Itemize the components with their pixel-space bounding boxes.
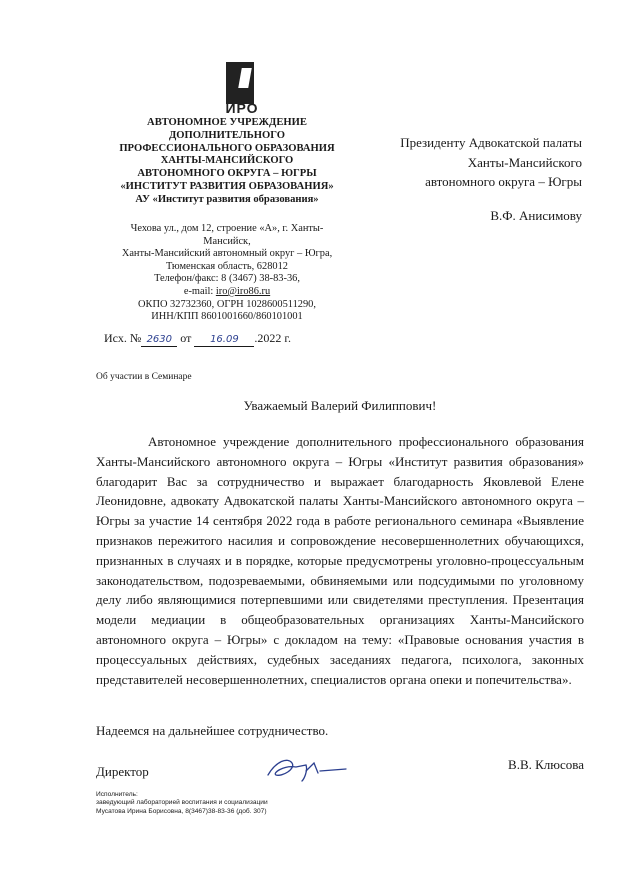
recipient-line: Ханты-Мансийского <box>467 154 582 170</box>
org-line: АВТОНОМНОЕ УЧРЕЖДЕНИЕ <box>147 117 307 128</box>
org-line: ПРОФЕССИОНАЛЬНОГО ОБРАЗОВАНИЯ <box>119 142 335 154</box>
recipient-name: В.Ф. Анисимову <box>490 208 582 223</box>
closing-line: Надеемся на дальнейшее сотрудничество. <box>96 723 329 738</box>
letter-body <box>96 432 584 689</box>
logo-text: ИРО <box>225 100 259 116</box>
okpo-line: ОКПО 32732360, ОГРН 1028600511290, <box>138 298 316 310</box>
signatory-role: Директор <box>96 764 149 779</box>
recipient-line: автономного округа – Югры <box>425 174 582 189</box>
handwritten-signature <box>262 751 348 787</box>
outgoing-number: Исх. № 2630 от 16.09 .2022 г. <box>104 331 291 345</box>
logo-mark <box>226 62 254 104</box>
address-line: Мансийск, <box>203 235 251 247</box>
org-line: «ИНСТИТУТ РАЗВИТИЯ ОБРАЗОВАНИЯ» <box>120 180 334 192</box>
executor-contact: Мусатова Ирина Борисовна, 8(3467)38-83-36 (доб. 307) <box>96 807 267 815</box>
body-paragraph: Автономное учреждение дополнительного профессионального образования Ханты-Мансийского автономного округа – Югры «Институт развития образования» благодарит Вас за сотрудничество и выражает благодарность Яковлевой Елене Леонидовне, адвокату Адвокатской палаты Ханты-Мансийского автономного округа – Югры за участие 14 сентября 2022 года в работе регионального семинара «Выявление признаков пережитого насилия и сопровождение несовершеннолетних обучающихся, признанных в случаях и в порядке, которые предусмотрены уголовно-процессуальным законодательством, подозреваемыми, обвиняемыми или подсудимыми по уголовному делу либо являющимися потерпевшими или свидетелями преступления. Презентация модели медиации в общеобразовательных организациях Ханты-Мансийского автономного округа – Югры» с докладом на тему: «Правовые основания участия в процессуальных действиях, судебных заседаниях педагога, психолога, законных представителей несовершеннолетних, специалистов органа опеки и попечительства». <box>96 434 584 687</box>
sender-address <box>96 223 358 324</box>
outgoing-number-value: 2630 <box>141 334 177 347</box>
executor-label: Исполнитель: <box>96 791 138 798</box>
address-line: Тюменская область, 628012 <box>166 260 288 272</box>
recipient-line: Президенту Адвокатской палаты <box>400 135 582 150</box>
sender-organization <box>96 117 358 207</box>
outgoing-date-value: 16.09 <box>194 334 254 347</box>
executor-position: заведующий лабораторией воспитания и социализации <box>96 799 268 807</box>
institute-logo <box>218 62 266 116</box>
org-line: АВТОНОМНОГО ОКРУГА – ЮГРЫ <box>137 168 317 180</box>
email-line: e-mail: iro@iro86.ru <box>183 285 271 297</box>
executor-info <box>96 791 268 816</box>
phone-line: Телефон/факс: 8 (3467) 38-83-36, <box>154 273 300 285</box>
signatory-name: В.В. Клюсова <box>508 757 584 772</box>
org-line: АУ «Институт развития образования» <box>135 193 319 205</box>
org-line: ХАНТЫ-МАНСИЙСКОГО <box>160 155 294 167</box>
address-line: Чехова ул., дом 12, строение «А», г. Ханты- <box>130 223 324 234</box>
greeting: Уважаемый Валерий Филиппович! <box>243 398 437 413</box>
recipient-block <box>374 133 582 192</box>
address-line: Ханты-Мансийский автономный округ – Югра, <box>121 248 333 260</box>
email-link[interactable]: iro@iro86.ru <box>215 285 271 297</box>
org-line: ДОПОЛНИТЕЛЬНОГО <box>169 129 285 141</box>
letter-subject: Об участии в Семинаре <box>96 372 192 382</box>
inn-line: ИНН/КПП 8601001660/860101001 <box>151 311 303 323</box>
